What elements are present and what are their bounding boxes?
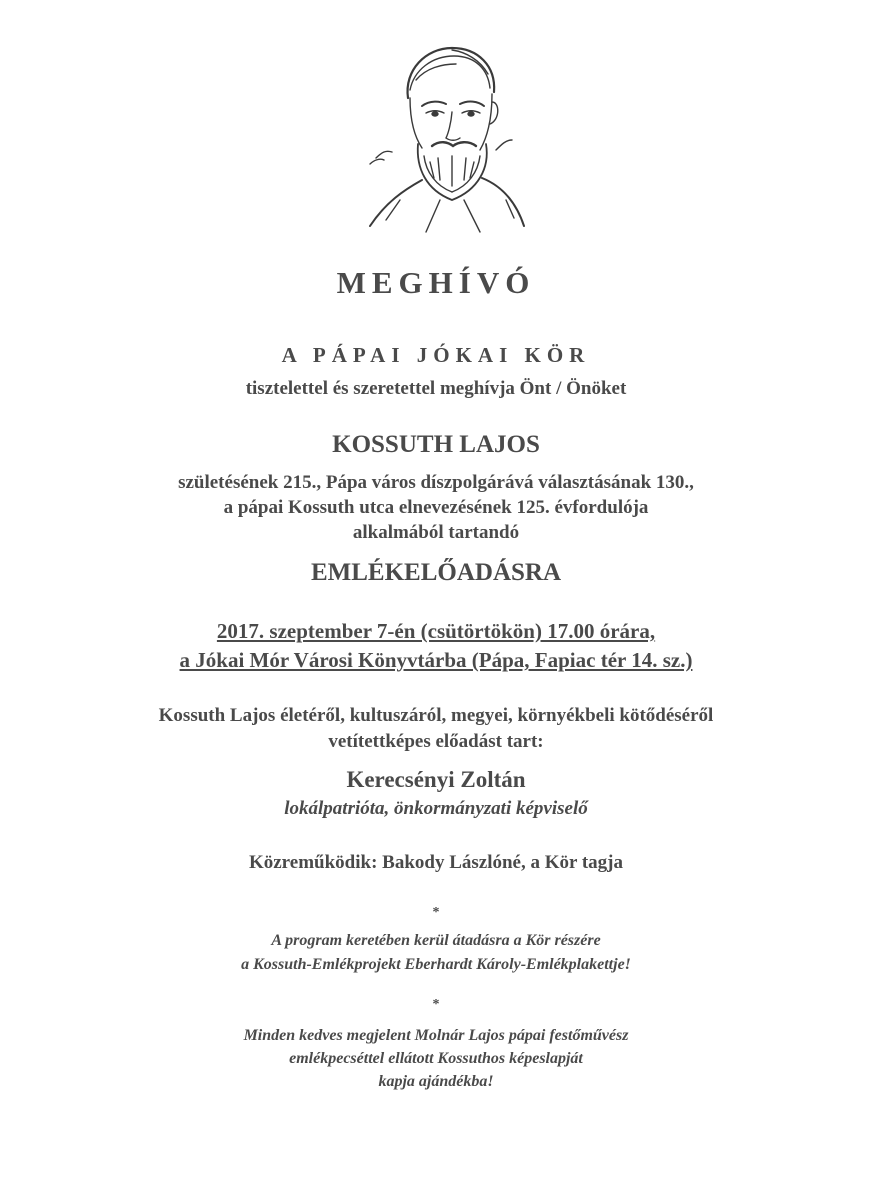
gift-note: emlékpecséttel ellátott Kossuthos képeslapját	[289, 1050, 583, 1067]
event-date: 2017. szeptember 7-én (csütörtökön) 17.00 órára,	[216, 619, 656, 643]
occasion-line: a pápai Kossuth utca elnevezésének 125. évfordulója	[223, 497, 649, 518]
gift-note: Minden kedves megjelent Molnár Lajos pápai festőművész	[243, 1027, 629, 1044]
asterisk-separator: *	[432, 997, 440, 1012]
occasion-line: alkalmából tartandó	[352, 522, 520, 543]
asterisk-separator: *	[432, 905, 440, 920]
event-venue: a Jókai Mór Városi Könyvtárba (Pápa, Fapiac tér 14. sz.)	[179, 648, 693, 672]
award-note: A program keretében kerül átadásra a Kör részére	[271, 932, 601, 949]
gift-note: kapja ajándékba!	[378, 1073, 494, 1090]
occasion-line: születésének 215., Pápa város díszpolgárává választásának 130.,	[178, 472, 694, 493]
award-note: a Kossuth-Emlékprojekt Eberhardt Károly-Emlékplakettje!	[241, 956, 631, 973]
lecture-topic: Kossuth Lajos életéről, kultuszáról, megyei, környékbeli kötődéséről	[158, 705, 714, 726]
invitation-intro: tisztelettel és szeretettel meghívja Önt / Önöket	[245, 378, 627, 399]
contributor-line: Közreműködik: Bakody Lászlóné, a Kör tagja	[248, 852, 624, 873]
kossuth-portrait-icon	[356, 40, 532, 234]
lecture-topic: vetítettképes előadást tart:	[328, 731, 544, 752]
speaker-name: Kerecsényi Zoltán	[346, 767, 526, 792]
speaker-role: lokálpatrióta, önkormányzati képviselő	[284, 798, 588, 819]
event-title: EMLÉKELŐADÁSRA	[310, 559, 562, 586]
page-title: MEGHÍVÓ	[336, 265, 536, 300]
honoree-name: KOSSUTH LAJOS	[332, 431, 540, 458]
organizer-name: A PÁPAI JÓKAI KÖR	[281, 343, 591, 367]
